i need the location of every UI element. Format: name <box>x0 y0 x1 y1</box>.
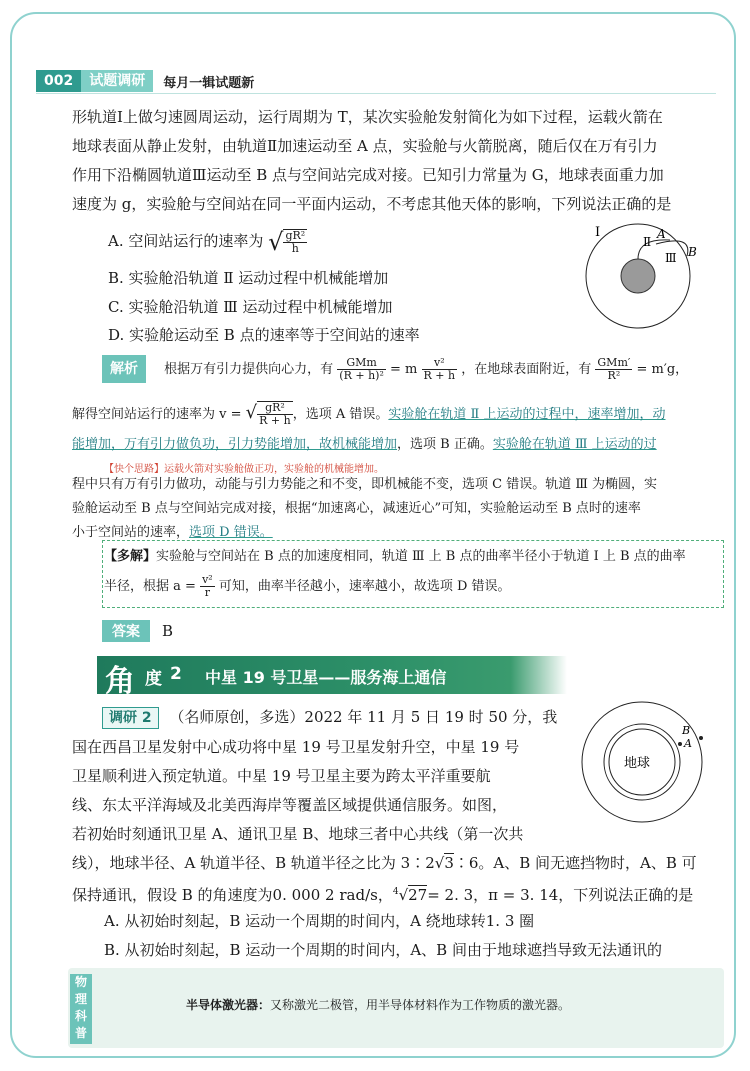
analysis-l1-end: = m′g， <box>636 362 689 377</box>
q1-option-a-text: A. 空间站运行的速率为 <box>108 232 264 250</box>
header-divider <box>36 93 716 94</box>
point-b-label: B <box>688 245 697 259</box>
answer-value: B <box>162 622 174 640</box>
q2-l6-post: ∶6。A、B 间无遮挡物时，A、B 可 <box>453 854 697 872</box>
satellite-b <box>699 736 703 740</box>
frac-gmm2 <box>595 357 632 382</box>
orbit-label-1: Ⅰ <box>595 225 601 240</box>
analysis-line-5: 验舱运动至 B 点与空间站完成对接，根据“加速离心，减速近心”可知，实验舱运动至 B 点时的速率 <box>72 501 641 516</box>
satellite-a <box>678 742 682 746</box>
orbit-label-3: Ⅲ <box>665 251 677 265</box>
earth-core <box>621 259 655 293</box>
analysis-line-3 <box>72 432 657 458</box>
q1-option-a-formula: √ $\frac{\text{gR²}}{h}$ <box>268 228 306 256</box>
angle-deg-char: 度 <box>145 669 162 689</box>
section-title: 试题调研 <box>81 70 153 92</box>
analysis-l3-post: ，选项 B 正确。 <box>397 437 493 452</box>
analysis-l3-highlight: 能增加，万有引力做负功，引力势能增加，故机械能增加 <box>72 437 398 452</box>
q2-l6-root: 3 <box>444 854 454 872</box>
q1-option-d: D. 实验舱运动至 B 点的速率等于空间站的速率 <box>108 326 420 344</box>
orbit-figure-2 <box>578 698 708 826</box>
q1-line-2: 地球表面从静止发射，由轨道Ⅱ加速运动至 A 点，实验舱与火箭脱离，随后仅在万有引力 <box>72 137 658 155</box>
multi-line-1 <box>104 544 686 570</box>
analysis-line-4: 程中只有万有引力做功，动能与引力势能之和不变，即机械能不变，选项 C 错误。轨道 Ⅲ 为椭圆，实 <box>72 477 658 492</box>
science-tag: 物理科普 <box>70 974 92 1044</box>
orbit-label-2: Ⅱ <box>643 235 652 249</box>
q2-option-b: B. 从初始时刻起，B 运动一个周期的时间内，A、B 间由于地球遮挡导致无法通讯的 <box>104 941 662 959</box>
frac-gmm-num: GMm <box>337 357 386 370</box>
frac-accel <box>200 574 215 599</box>
analysis-tag: 解析 <box>102 355 146 383</box>
analysis-l2-post: ，选项 A 错误。 <box>292 407 389 422</box>
frac-speed-den: R + h <box>259 414 291 427</box>
earth-label: 地球 <box>624 756 651 771</box>
multi-l2-pre: 半径，根据 a = <box>104 579 196 594</box>
science-term: 半导体激光器： <box>186 998 271 1012</box>
frac-accel-den: r <box>204 586 210 599</box>
sat-b-label: B <box>682 724 691 737</box>
q2-line-3: 卫星顺利进入预定轨道。中星 19 号卫星主要为跨太平洋重要航 <box>72 767 491 785</box>
analysis-l3-highlight-2: 实验舱在轨道 Ⅲ 上运动的过 <box>492 437 657 452</box>
q2-l6-pre: 线），地球半径、A 轨道半径、B 轨道半径之比为 3∶2 <box>72 854 435 872</box>
frac-gmm-den: (R + h)² <box>339 369 384 382</box>
frac-gmm <box>337 357 386 382</box>
answer-tag: 答案 <box>102 620 150 642</box>
q1-option-c: C. 实验舱沿轨道 Ⅲ 运动过程中机械能增加 <box>108 298 393 316</box>
q2-tag: 调研 2 <box>102 707 159 729</box>
thinking-note: 【快个思路】运载火箭对实验舱做正功，实验舱的机械能增加。 <box>104 464 384 475</box>
orbit-figure-1 <box>575 220 725 350</box>
analysis-l1-eq: = m <box>390 362 418 377</box>
q2-line-5: 若初始时刻通讯卫星 A、通讯卫星 B、地球三者中心共线（第一次共 <box>72 825 524 843</box>
angle-big-char: 角 <box>105 664 135 699</box>
frac-accel-num: v² <box>202 573 213 586</box>
q2-line-1 <box>102 703 557 732</box>
point-a-label: A <box>657 227 666 241</box>
multi-line-2 <box>104 574 511 600</box>
formula-den: h <box>291 242 299 255</box>
sat-a-label: A <box>684 737 692 750</box>
q2-line-2: 国在西昌卫星发射中心成功将中星 19 号卫星发射升空，中星 19 号 <box>72 738 520 756</box>
analysis-l1-mid: ，在地球表面附近，有 <box>461 362 592 377</box>
frac-v2-num: v² <box>422 357 458 370</box>
multi-l2-post: 可知，曲率半径越小，速率越小，故选项 D 错误。 <box>218 579 511 594</box>
frac-v2 <box>422 357 458 382</box>
q2-line-1-text: （名师原创，多选）2022 年 11 月 5 日 19 时 50 分，我 <box>169 708 558 726</box>
multi-title: 【多解】 <box>104 549 157 564</box>
analysis-l1-pre: 根据万有引力提供向心力，有 <box>164 362 334 377</box>
analysis-l6-text: 小于空间站的速率， <box>72 525 190 540</box>
frac-v2-den: R + h <box>423 369 456 382</box>
q2-l7-post: = 2. 3，π = 3. 14，下列说法正确的是 <box>427 886 694 904</box>
q1-option-a <box>108 228 307 256</box>
header-subtitle: 每月一辑试题新 <box>163 75 255 91</box>
q1-line-4: 速度为 g，实验舱与空间站在同一平面内运动，不考虑其他天体的影响，下列说法正确的是 <box>72 195 672 213</box>
frac-speed-num: gR² <box>257 402 293 415</box>
analysis-l2-highlight: 实验舱在轨道 Ⅱ 上运动的过程中，速率增加，动 <box>388 407 666 422</box>
analysis-l2-pre: 解得空间站运行的速率为 v = <box>72 407 242 422</box>
angle-number: 2 <box>170 664 182 684</box>
q1-option-b: B. 实验舱沿轨道 Ⅱ 运动过程中机械能增加 <box>108 269 389 287</box>
analysis-l6-highlight: 选项 D 错误。 <box>189 525 273 540</box>
science-text <box>186 996 570 1013</box>
q2-line-7: 保持通讯，假设 B 的角速度为0. 000 2 rad/s，$^4$√27= 2. 3，π = 3. 14，下列说法正确的是 <box>72 886 694 904</box>
frac-gmm2-num: GMm′ <box>597 356 631 369</box>
q2-l7-root: 27 <box>408 886 428 904</box>
q2-line-6: 线），地球半径、A 轨道半径、B 轨道半径之比为 3∶2√3∶6。A、B 间无遮挡物时，A、B 可 <box>72 854 697 872</box>
q1-line-1: 形轨道Ⅰ上做匀速圆周运动，运行周期为 T，某次实验舱发射简化为如下过程，运载火箭在 <box>72 108 663 126</box>
q2-l7-root-index: 4 <box>392 887 399 897</box>
q2-option-a: A. 从初始时刻起，B 运动一个周期的时间内，A 绕地球转1. 3 圈 <box>104 912 535 930</box>
answer-bar <box>102 620 173 642</box>
analysis-line-2: 解得空间站运行的速率为 v = √ $\frac{\text{gR²}}{R + h}$ ，选项 A 错误。实验舱在轨道 Ⅱ 上运动的过程中，速率增加，动 <box>72 401 666 427</box>
formula-num: gR² <box>285 229 306 242</box>
page-number: 002 <box>36 70 81 92</box>
science-desc: 又称激光二极管，用半导体材料作为工作物质的激光器。 <box>270 998 571 1012</box>
analysis-line-1 <box>102 355 688 383</box>
q2-l7-pre: 保持通讯，假设 B 的角速度为0. 000 2 rad/s， <box>72 886 393 904</box>
multi-line-1-text: 实验舱与空间站在 B 点的加速度相同，轨道 Ⅲ 上 B 点的曲率半径小于轨道 Ⅰ 上 B 点的曲率 <box>156 549 686 564</box>
angle-title: 中星 19 号卫星——服务海上通信 <box>205 668 447 687</box>
frac-gmm2-den: R² <box>607 369 621 382</box>
q2-line-4: 线、东太平洋海域及北美西海岸等覆盖区域提供通信服务。如图， <box>72 796 508 814</box>
page-header <box>36 70 254 92</box>
angle-section-bar <box>97 656 567 699</box>
q1-line-3: 作用下沿椭圆轨道Ⅲ运动至 B 点与空间站完成对接。已知引力常量为 G，地球表面重力加 <box>72 166 664 184</box>
